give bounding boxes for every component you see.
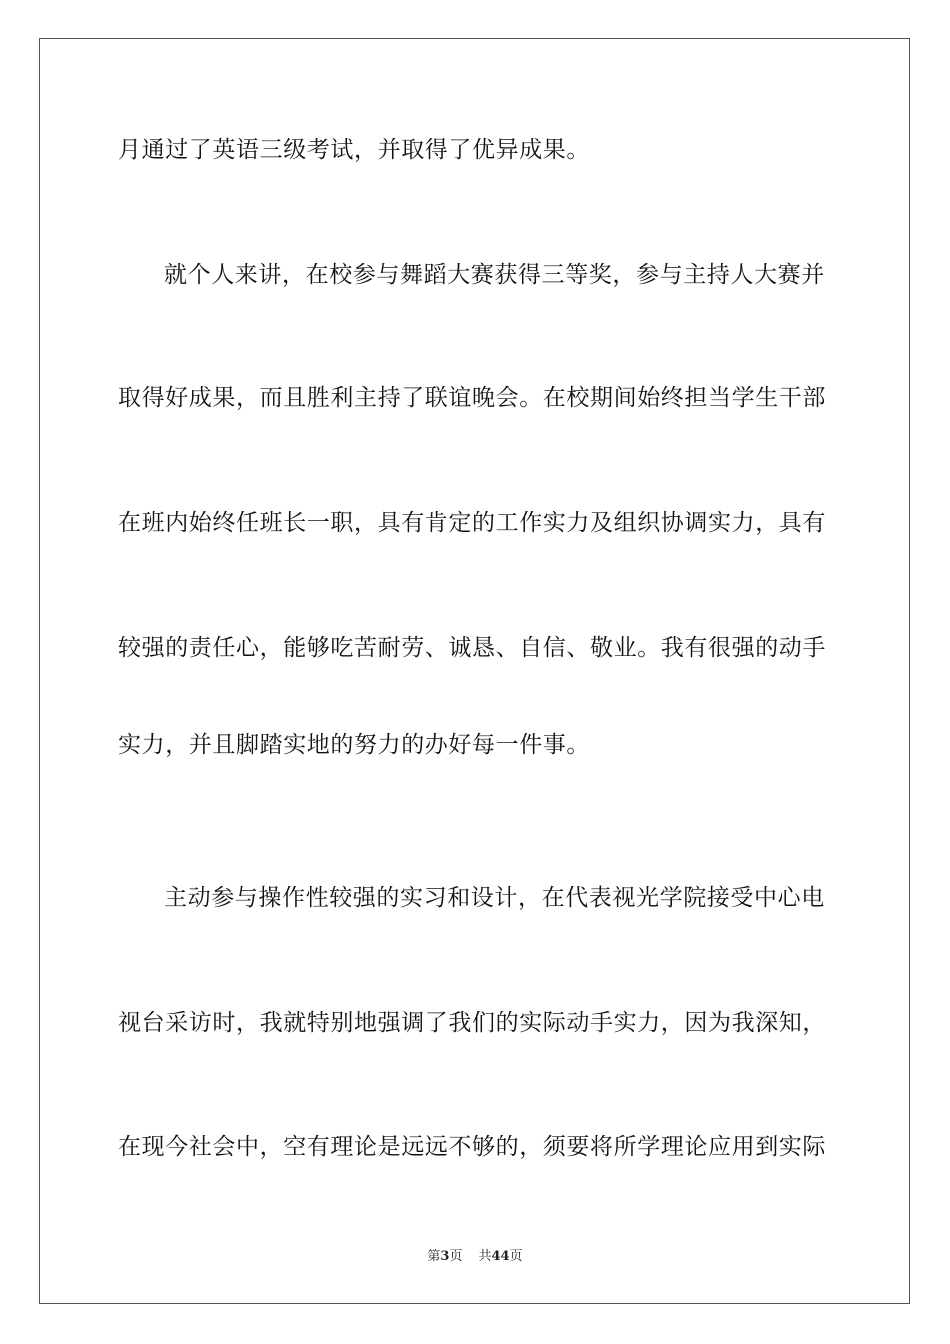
text-line-9: 在现今社会中，空有理论是远远不够的，须要将所学理论应用到实际 [118,1134,826,1160]
text-line-8: 视台采访时，我就特别地强调了我们的实际动手实力，因为我深知， [118,1010,826,1036]
text-line-1: 月通过了英语三级考试，并取得了优异成果。 [118,137,590,163]
page-suffix: 页 [449,1249,463,1264]
page-number: 3 [440,1249,450,1264]
text-line-4: 在班内始终任班长一职，具有肯定的工作实力及组织协调实力，具有 [118,510,826,536]
total-suffix: 页 [509,1249,523,1264]
page-border [39,38,910,1304]
total-pages: 44 [491,1249,510,1264]
page-prefix: 第 [427,1249,441,1264]
text-line-7: 主动参与操作性较强的实习和设计，在代表视光学院接受中心电 [164,885,825,911]
text-line-5: 较强的责任心，能够吃苦耐劳、诚恳、自信、敬业。我有很强的动手 [118,635,826,661]
text-line-6: 实力，并且脚踏实地的努力的办好每一件事。 [118,732,590,758]
page-footer [0,1248,950,1266]
text-line-3: 取得好成果，而且胜利主持了联谊晚会。在校期间始终担当学生干部 [118,385,826,411]
text-line-2: 就个人来讲，在校参与舞蹈大赛获得三等奖，参与主持人大赛并 [164,262,825,288]
total-prefix: 共 [478,1249,492,1264]
